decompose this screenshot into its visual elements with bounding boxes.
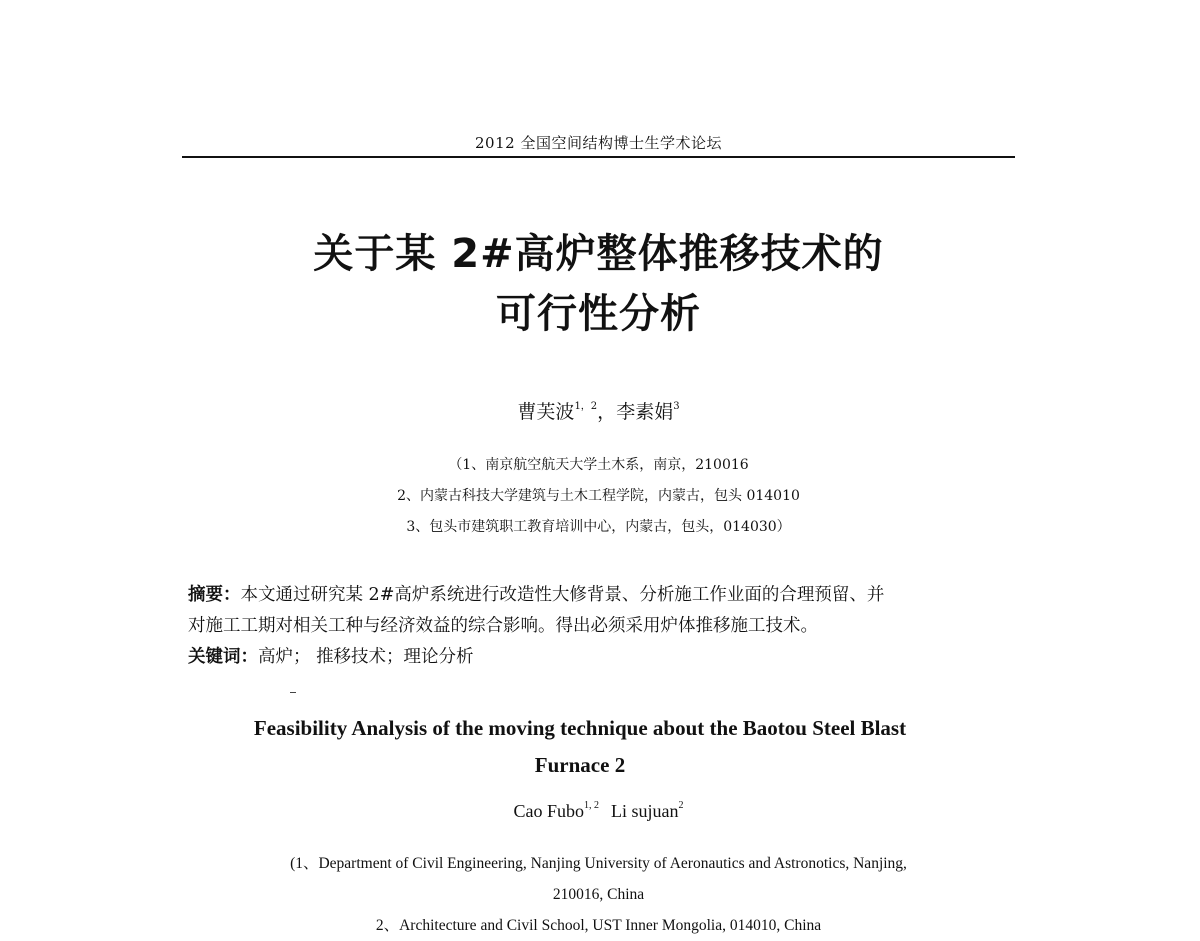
english-affiliation-1-cont: 210016, China: [552, 886, 645, 903]
header-rule: [182, 156, 1015, 158]
chinese-abstract: [188, 580, 1018, 673]
english-title: [170, 710, 990, 784]
english-author-1: Cao Fubo: [513, 801, 584, 821]
chinese-author-2: 李素娟: [616, 401, 674, 423]
chinese-authors: [182, 397, 1015, 424]
english-authors: [182, 800, 1015, 822]
english-author-2-affiliation: 2: [678, 800, 684, 811]
chinese-title-line-2: 可行性分析: [496, 291, 701, 337]
running-header: 2012 全国空间结构博士生学术论坛: [475, 134, 722, 152]
abstract-line-1: [188, 580, 1018, 611]
abstract-line-2: 对施工工期对相关工种与经济效益的综合影响。得出必须采用炉体推移施工技术。: [188, 616, 818, 636]
english-title-line-2: Furnace 2: [534, 753, 626, 777]
keywords-text: 高炉； 推移技术；理论分析: [258, 647, 474, 667]
chinese-affiliation-2: 2、内蒙古科技大学建筑与土木工程学院，内蒙古，包头 014010: [397, 488, 800, 504]
chinese-author-2-affiliation: 3: [673, 401, 680, 412]
chinese-title-line-1: 关于某 2#高炉整体推移技术的: [313, 231, 884, 277]
abstract-text-1: 本文通过研究某 2#高炉系统进行改造性大修背景、分析施工作业面的合理预留、并: [240, 585, 885, 605]
chinese-affiliations: [182, 450, 1015, 543]
english-title-line-1: Feasibility Analysis of the moving technique about the Baotou Steel Blast: [253, 716, 907, 740]
author-separator: ，: [597, 401, 617, 423]
chinese-affiliation-1: （1、南京航空航天大学土木系，南京，210016: [448, 457, 749, 473]
english-affiliation-1: (1、Department of Civil Engineering, Nanjing University of Aeronautics and Astronotics, Nanjing,: [290, 855, 907, 872]
english-author-1-affiliation: 1, 2: [584, 800, 599, 811]
english-affiliation-2: 2、Architecture and Civil School, UST Inner Mongolia, 014010, China: [375, 917, 822, 934]
chinese-affiliation-3: 3、包头市建筑职工教育培训中心，内蒙古，包头，014030）: [406, 519, 791, 535]
english-affiliations: [182, 848, 1015, 941]
stray-mark: [290, 692, 296, 693]
keywords-line: [188, 642, 1018, 673]
english-author-2: Li sujuan: [611, 801, 679, 821]
chinese-author-1: 曹芙波: [517, 401, 575, 423]
abstract-label: 摘要：: [188, 585, 241, 605]
keywords-label: 关键词：: [188, 647, 258, 667]
chinese-author-1-affiliation: 1，2: [574, 401, 598, 412]
chinese-title: [182, 224, 1015, 344]
